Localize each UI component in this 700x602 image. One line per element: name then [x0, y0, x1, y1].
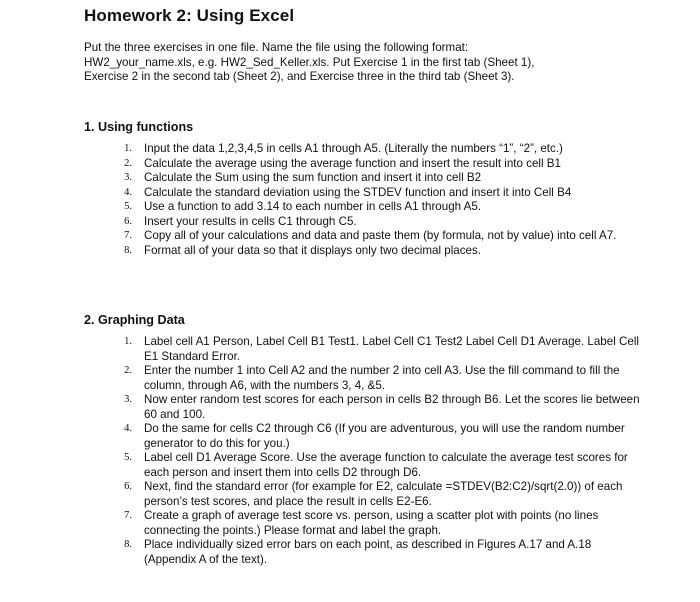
list-item — [84, 393, 644, 422]
section-using-functions — [84, 120, 644, 258]
item-text: Do the same for cells C2 through C6 (If you are adventurous, you will use the random number generator to do this for you.) — [144, 422, 625, 450]
item-text: Calculate the Sum using the sum function and insert it into cell B2 — [144, 171, 482, 184]
item-text: Next, find the standard error (for example for E2, calculate =STDEV(B2:C2)/sqrt(2.0)) of each person’s test scores, and place the result in cells E2-E6. — [144, 480, 623, 508]
list-item — [84, 364, 644, 393]
list-item — [84, 422, 644, 451]
item-number: 6. — [124, 481, 132, 492]
list-item — [84, 200, 644, 215]
instruction-list — [84, 142, 644, 258]
item-text: Input the data 1,2,3,4,5 in cells A1 through A5. (Literally the numbers “1”, “2”, etc.) — [144, 142, 563, 155]
item-text: Enter the number 1 into Cell A2 and the number 2 into cell A3. Use the fill command to fill the column, through A6, with the numbers 3, 4, &5. — [144, 364, 620, 392]
item-text: Use a function to add 3.14 to each number in cells A1 through A5. — [144, 200, 482, 213]
item-number: 2. — [124, 157, 132, 169]
item-number: 2. — [124, 365, 132, 376]
list-item — [84, 142, 644, 157]
intro-line: HW2_your_name.xls, e.g. HW2_Sed_Keller.xls. Put Exercise 1 in the first tab (Sheet 1), — [84, 55, 535, 69]
document-title: Homework 2: Using Excel — [84, 6, 295, 25]
item-number: 4. — [124, 186, 132, 198]
item-number: 8. — [124, 539, 132, 550]
item-number: 6. — [124, 215, 132, 227]
item-number: 7. — [124, 230, 132, 241]
item-number: 3. — [124, 172, 132, 183]
item-number: 8. — [124, 244, 132, 256]
intro-line: Exercise 2 in the second tab (Sheet 2), and Exercise three in the third tab (Sheet 3). — [84, 70, 515, 84]
item-text: Label cell A1 Person, Label Cell B1 Test1. Label Cell C1 Test2 Label Cell D1 Average. Label Cell E1 Standard Error. — [144, 335, 639, 363]
list-item — [84, 509, 644, 538]
item-text: Now enter random test scores for each person in cells B2 through B6. Let the scores lie between 60 and 100. — [144, 393, 640, 421]
list-item — [84, 335, 644, 364]
item-text: Place individually sized error bars on each point, as described in Figures A.17 and A.18 (Appendix A of the text). — [144, 538, 592, 566]
item-text: Insert your results in cells C1 through C5. — [144, 214, 357, 228]
item-number: 4. — [124, 423, 132, 434]
list-item — [84, 480, 644, 509]
list-item — [84, 215, 644, 230]
item-text: Calculate the standard deviation using the STDEV function and insert it into Cell B4 — [144, 185, 572, 199]
item-number: 3. — [124, 394, 132, 405]
item-text: Label cell D1 Average Score. Use the average function to calculate the average test scores for each person and insert them into cells D2 through D6. — [144, 451, 628, 479]
item-number: 1. — [124, 143, 132, 154]
list-item — [84, 186, 644, 201]
item-number: 5. — [124, 201, 132, 212]
section-title: 2. Graphing Data — [84, 313, 185, 327]
intro-line: Put the three exercises in one file. Name the file using the following format: — [84, 41, 469, 54]
list-item — [84, 229, 644, 244]
list-item — [84, 538, 644, 567]
item-text: Create a graph of average test score vs. person, using a scatter plot with points (no lines connecting the points.) Please format and label the graph. — [144, 509, 599, 537]
section-graphing-data — [84, 313, 644, 567]
list-item — [84, 244, 644, 259]
item-text: Calculate the average using the average function and insert the result into cell B1 — [144, 156, 561, 170]
list-item — [84, 171, 644, 186]
item-text: Format all of your data so that it displays only two decimal places. — [144, 243, 482, 257]
instruction-list — [84, 335, 644, 567]
item-number: 1. — [124, 336, 132, 347]
intro-paragraph — [84, 41, 644, 85]
section-title: 1. Using functions — [84, 120, 194, 134]
item-number: 7. — [124, 510, 132, 521]
item-text: Copy all of your calculations and data and paste them (by formula, not by value) into cell A7. — [144, 229, 617, 242]
item-number: 5. — [124, 452, 132, 463]
list-item — [84, 451, 644, 480]
list-item — [84, 157, 644, 172]
